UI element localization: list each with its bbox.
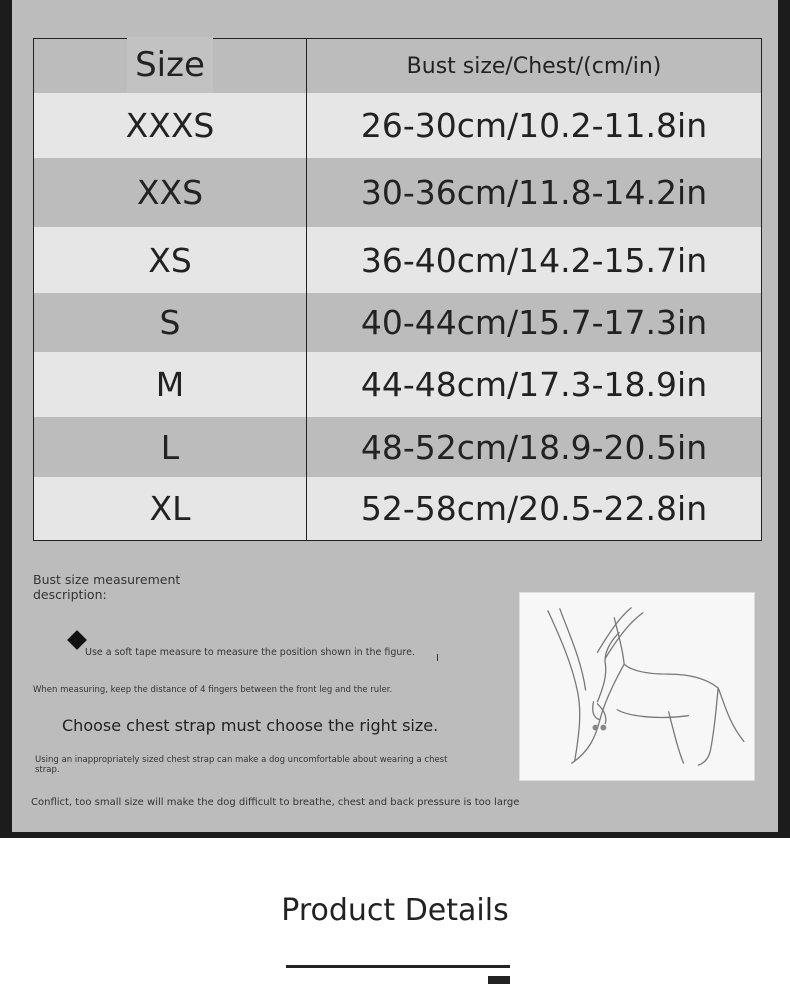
measurement-description-title: Bust size measurement description:	[33, 572, 181, 602]
size-cell: L	[34, 417, 307, 477]
size-cell: XXXS	[34, 93, 307, 158]
measurement-note: When measuring, keep the distance of 4 fingers between the front leg and the ruler.	[33, 685, 393, 695]
size-cell: XS	[34, 227, 307, 293]
size-cell: XXS	[34, 158, 307, 227]
diamond-bullet-icon	[67, 630, 87, 650]
bust-cell: 40-44cm/15.7-17.3in	[307, 293, 761, 352]
measurement-note: Use a soft tape measure to measure the position shown in the figure.	[85, 647, 415, 658]
bust-cell: 48-52cm/18.9-20.5in	[307, 417, 761, 477]
measurement-note: Conflict, too small size will make the dog difficult to breathe, chest and back pressure is too large	[31, 797, 520, 808]
table-header-row	[34, 39, 761, 93]
size-cell: M	[34, 352, 307, 417]
measurement-note: Using an inappropriately sized chest strap can make a dog uncomfortable about wearing a chest strap.	[35, 755, 448, 775]
table-row	[34, 158, 761, 227]
size-advice-heading: Choose chest strap must choose the right size.	[62, 716, 439, 735]
table-row	[34, 477, 761, 540]
table-row	[34, 93, 761, 158]
dog-sketch-icon	[520, 593, 754, 780]
bust-cell: 30-36cm/11.8-14.2in	[307, 158, 761, 227]
header-bust-label: Bust size/Chest/(cm/in)	[307, 39, 761, 93]
bust-cell: 44-48cm/17.3-18.9in	[307, 352, 761, 417]
size-chart-panel	[12, 0, 778, 832]
bust-cell: 52-58cm/20.5-22.8in	[307, 477, 761, 540]
heading-accent-block	[488, 976, 510, 984]
table-row	[34, 352, 761, 417]
tick-mark	[437, 654, 438, 661]
heading-underline	[286, 965, 510, 968]
size-cell: S	[34, 293, 307, 352]
header-size-cell	[34, 39, 307, 93]
size-cell: XL	[34, 477, 307, 540]
table-row	[34, 293, 761, 352]
bust-cell: 26-30cm/10.2-11.8in	[307, 93, 761, 158]
product-details-heading: Product Details	[281, 893, 509, 928]
header-size-label: Size	[127, 37, 213, 93]
bust-cell: 36-40cm/14.2-15.7in	[307, 227, 761, 293]
table-row	[34, 227, 761, 293]
size-table	[33, 38, 762, 541]
table-row	[34, 417, 761, 477]
dog-measurement-illustration	[519, 592, 755, 781]
